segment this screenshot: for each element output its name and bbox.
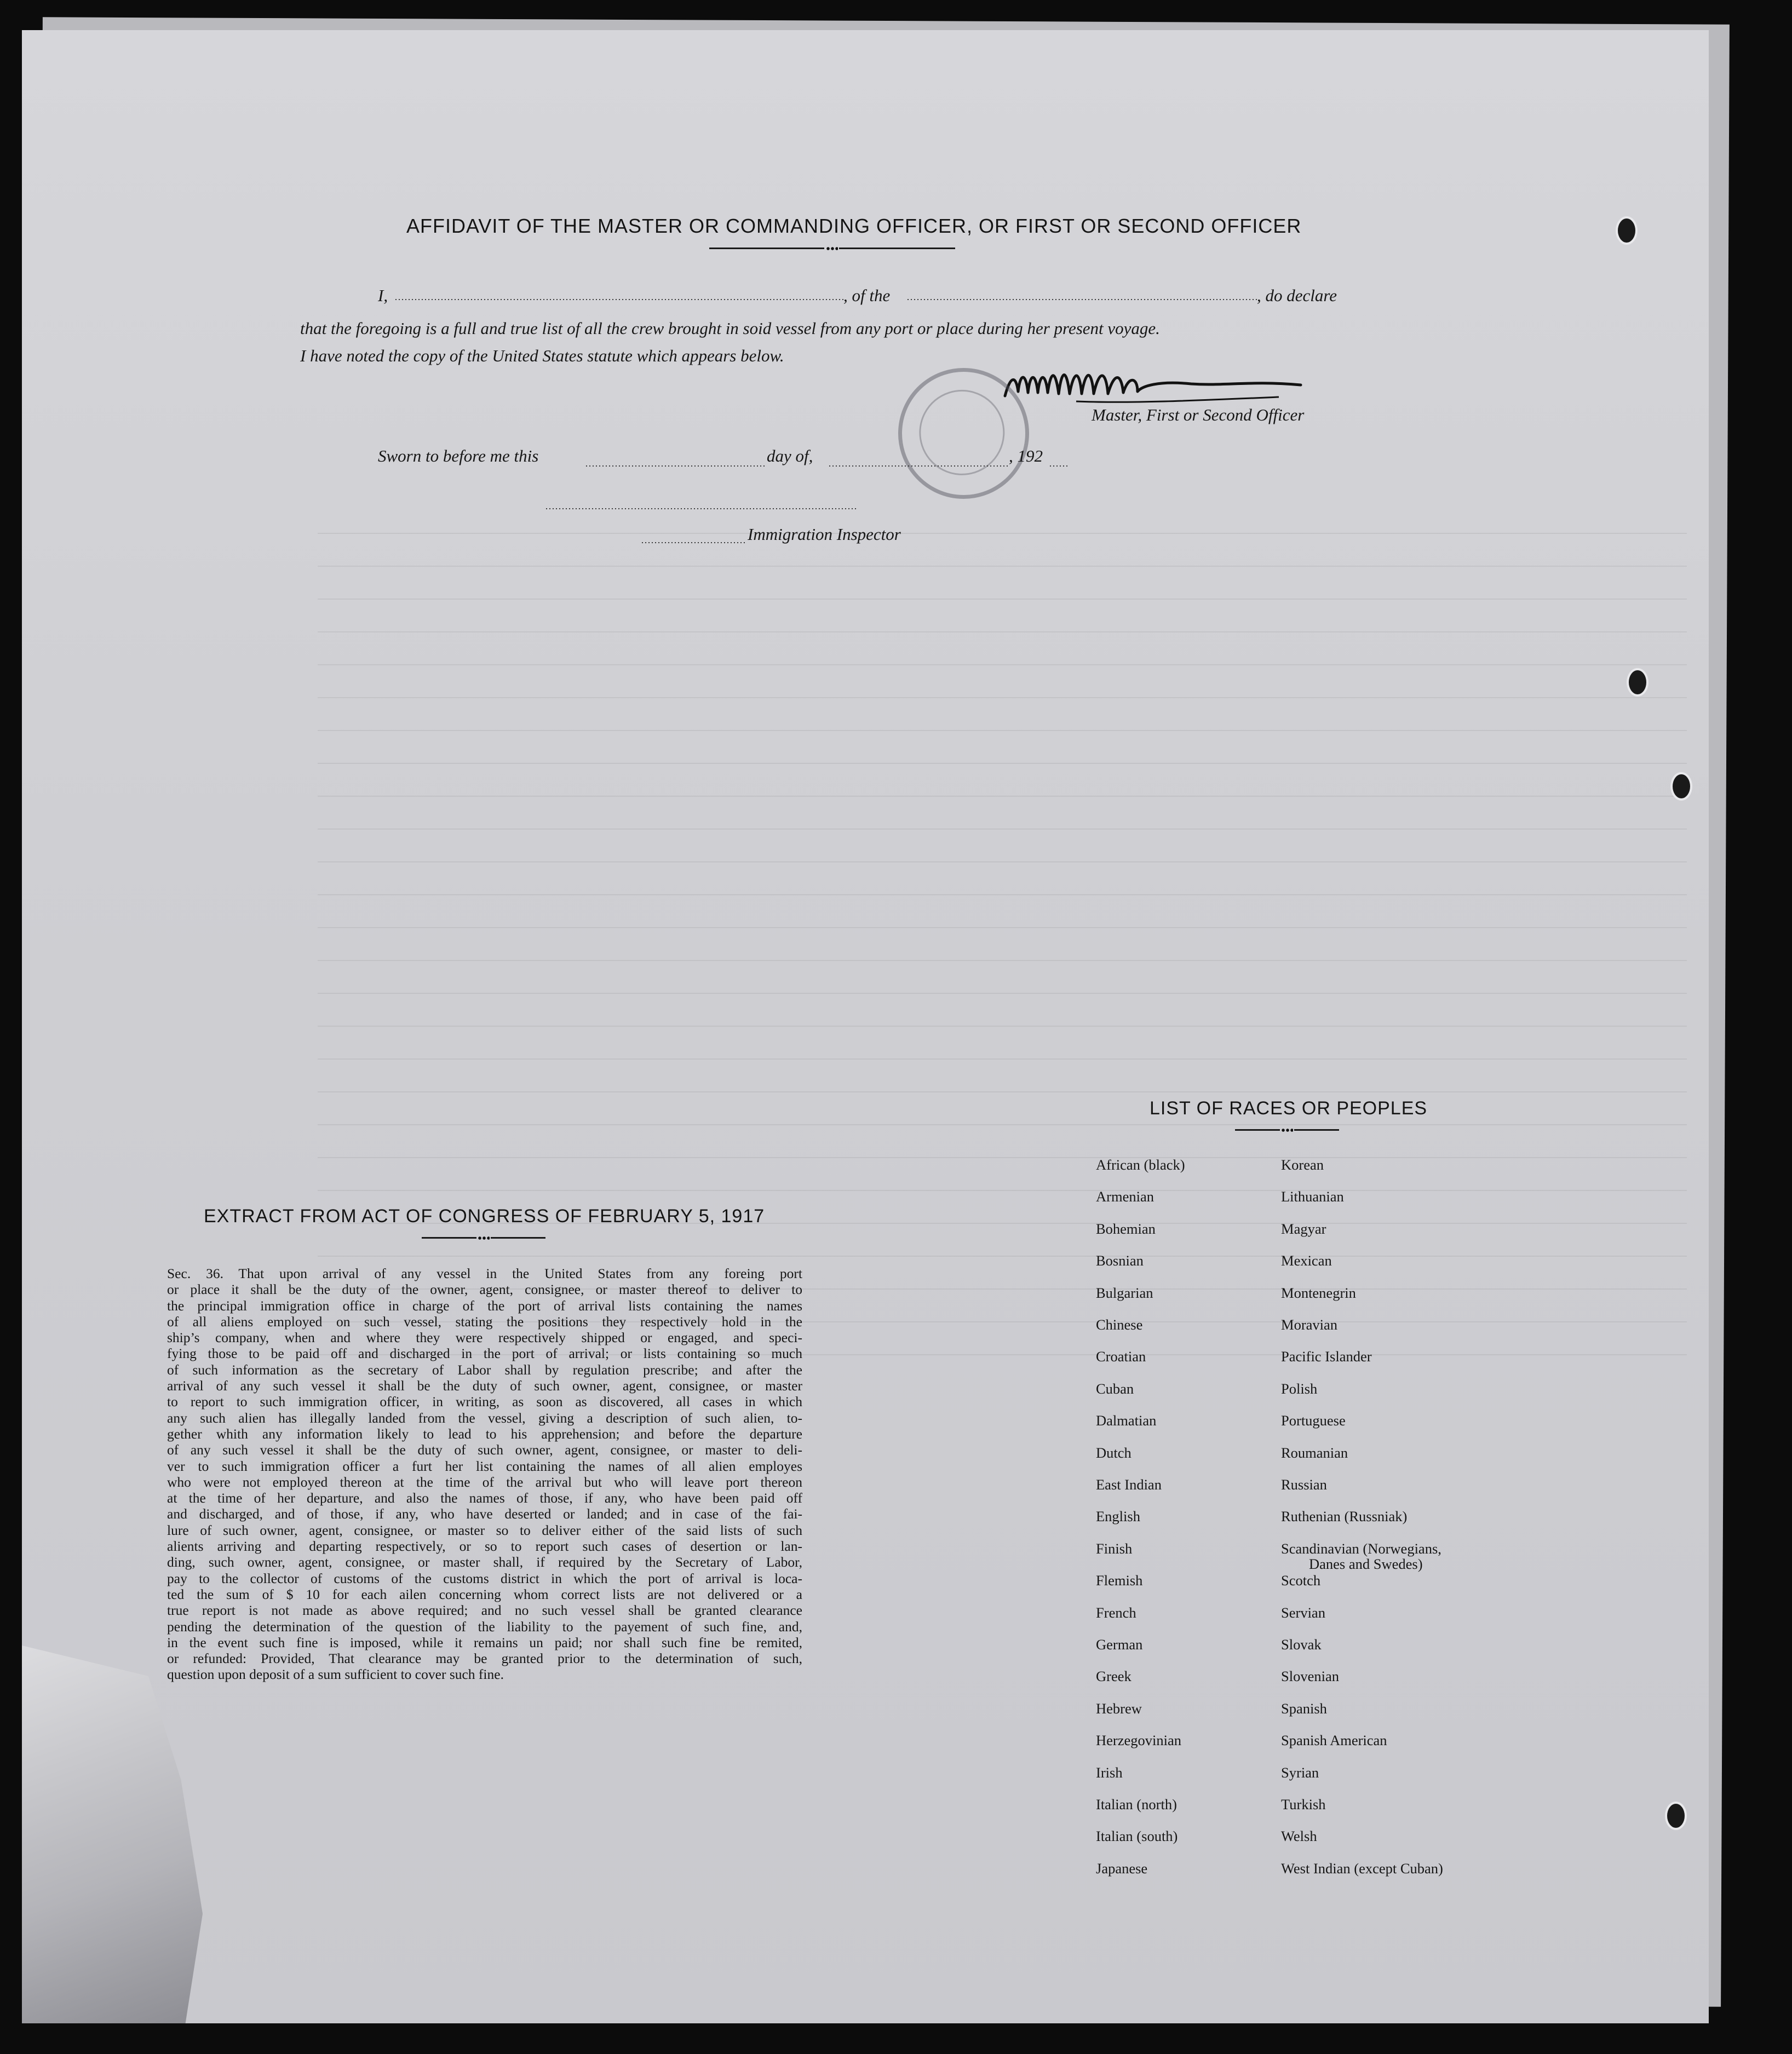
heading-rule [491,1237,545,1239]
punch-hole [1616,216,1638,245]
affidavit-statute-note: I have noted the copy of the United States statute which appears below. [300,346,784,365]
affidavit-statement: that the foregoing is a full and true list of all the crew brought in soid vessel from any port or place during her present voyage. [300,319,1160,338]
torn-corner [22,1645,203,2023]
inspector-prefix-blank [641,542,745,543]
race-item: Mexican [1281,1252,1332,1269]
sworn-month-blank [828,465,1009,467]
section-line: pending the determination of the question of the liability to the payement of such fine, and, [167,1618,802,1635]
sworn-day-of: day of, [767,446,813,465]
section-line: and discharged, and of those, if any, who have deserted or landed; and in case of the fai- [167,1506,802,1522]
punch-hole [1670,772,1692,801]
race-item: Moravian [1281,1316,1338,1333]
heading-ornament [478,1236,490,1240]
race-item: Scandinavian (Norwegians, [1281,1540,1441,1557]
race-item: Portuguese [1281,1412,1346,1429]
seal-inner-ring [908,379,1016,487]
punch-hole [1665,1802,1687,1830]
heading-rule [422,1237,476,1239]
section-line: ding, such owner, agent, consignee, or master shall, if required by the Secretary of Labor, [167,1554,802,1570]
affidavit-heading: AFFIDAVIT OF THE MASTER OR COMMANDING OFFICER, OR FIRST OR SECOND OFFICER [406,215,1302,237]
section-line: who were not employed thereon at the time of the arrival but who will leave port thereon [167,1474,802,1490]
section-line: fying those to be paid off and discharged in the port of arrival; or lists containing so much [167,1345,802,1362]
heading-rule [709,248,824,249]
section-line: alients arriving and departing respectively, or so to report such cases of desertion or lan- [167,1538,802,1555]
section-line: at the time of her departure, and also the names of those, if any, who have been paid off [167,1490,802,1506]
section-line: lure of such owner, agent, consignee, or master so to deliver either of the said lists of such [167,1522,802,1538]
race-item: Pacific Islander [1281,1348,1372,1365]
section-line: true report is not made as above required; and no such vessel shall be granted clearance [167,1602,802,1619]
heading-ornament [826,247,838,250]
race-item: Slovenian [1281,1668,1339,1685]
sworn-prefix: Sworn to before me this [378,446,539,465]
sworn-year: , 192 [1009,446,1043,465]
inspector-caption: Immigration Inspector [748,525,901,544]
inspector-signature-blank [545,508,857,509]
race-item: German [1096,1636,1143,1653]
affidavit-of-the: , of the [843,286,891,305]
section-line: or refunded: Provided, That clearance may be granted prior to the determination of such, [167,1650,802,1667]
race-item: Hebrew [1096,1700,1142,1717]
race-item: Flemish [1096,1572,1143,1589]
race-item: Italian (north) [1096,1796,1177,1813]
race-item: Korean [1281,1157,1324,1173]
race-item: Bohemian [1096,1220,1156,1237]
punch-hole [1627,668,1649,697]
race-item: Syrian [1281,1764,1319,1781]
extract-heading: EXTRACT FROM ACT OF CONGRESS OF FEBRUARY 5, 1917 [204,1206,765,1227]
section-line: ted the sum of $ 10 for each ailen concerning whom correct lists are not delivered or a [167,1586,802,1602]
race-item: Spanish American [1281,1732,1387,1749]
section-line: in the event such fine is imposed, while it remains un paid; nor shall such fine be remited, [167,1634,802,1650]
sworn-day-blank [585,465,767,467]
section-line: any such alien has illegally landed from the vessel, giving a description of such alien, to- [167,1409,802,1426]
heading-ornament [1281,1129,1293,1132]
heading-rule [1235,1129,1280,1131]
section-line: of such information as the secretary of Labor shall by regulation prescribe; and after the [167,1361,802,1378]
race-item: Turkish [1281,1796,1326,1813]
race-item: Dalmatian [1096,1412,1157,1429]
race-item: Cuban [1096,1380,1134,1397]
race-item: Bulgarian [1096,1284,1153,1301]
section-line: ship’s company, when and where they were respectively shipped or engaged, and speci- [167,1330,802,1346]
section-line: pay to the collector of customs of the customs district in which the port of arrival is loca- [167,1570,802,1586]
race-item: Ruthenian (Russniak) [1281,1508,1408,1525]
race-item: West Indian (except Cuban) [1281,1860,1443,1877]
race-item: Croatian [1096,1348,1146,1365]
race-item: Italian (south) [1096,1828,1178,1845]
race-item: Magyar [1281,1220,1326,1237]
section-line: or place it shall be the duty of the owner, agent, consignee, or master thereof to deliver to [167,1281,802,1298]
race-item: Greek [1096,1668,1132,1685]
name-blank [394,299,843,300]
race-item: Servian [1281,1604,1325,1621]
race-item: Danes and Swedes) [1309,1555,1423,1572]
race-item: Slovak [1281,1636,1322,1653]
vessel-blank [906,299,1257,300]
heading-rule [1294,1129,1339,1131]
section-36-text [167,1265,802,1683]
race-item: French [1096,1604,1136,1621]
race-item: Lithuanian [1281,1188,1344,1205]
bleed-through-lines [318,501,1687,1377]
race-item: Montenegrin [1281,1284,1356,1301]
race-item: Herzegovinian [1096,1732,1181,1749]
section-line: ver to such immigration officer a furt her list containing the names of all alien employes [167,1458,802,1474]
race-item: Russian [1281,1476,1327,1493]
affidavit-declare: , do declare [1257,286,1337,305]
race-item: East Indian [1096,1476,1162,1493]
signature-caption: Master, First or Second Officer [1092,405,1305,424]
race-item: Welsh [1281,1828,1317,1845]
race-item: Chinese [1096,1316,1143,1333]
section-line: to report to such immigration officer, in writing, as soon as discovered, all cases in which [167,1394,802,1410]
affidavit-i: I, [378,286,388,305]
race-item: Dutch [1096,1444,1132,1461]
section-line: the principal immigration office in charge of the port of arrival lists containing the names [167,1297,802,1314]
master-signature [994,353,1334,413]
race-item: Japanese [1096,1860,1148,1877]
race-item: African (black) [1096,1157,1185,1173]
section-line: of all aliens employed on such vessel, stating the positions they respectively hold in the [167,1313,802,1330]
race-item: Scotch [1281,1572,1321,1589]
section-line: gether whith any information likely to lead to his apprehension; and before the departure [167,1425,802,1442]
race-item: Roumanian [1281,1444,1348,1461]
race-item: Bosnian [1096,1252,1144,1269]
section-line: arrival of any such vessel it shall be the duty of such owner, agent, consignee, or master [167,1378,802,1394]
race-item: Armenian [1096,1188,1154,1205]
race-item: Spanish [1281,1700,1327,1717]
race-item: English [1096,1508,1140,1525]
sworn-year-blank [1049,465,1068,467]
section-line: question upon deposit of a sum sufficient to cover such fine. [167,1666,504,1683]
heading-rule [839,248,955,249]
race-item: Polish [1281,1380,1318,1397]
race-item: Finish [1096,1540,1133,1557]
section-line: of any such vessel it shall be the duty of such owner, agent, consignee, or master to deli- [167,1442,802,1458]
races-heading: LIST OF RACES OR PEOPLES [1150,1098,1428,1119]
section-line: Sec. 36. That upon arrival of any vessel in the United States from any foreing port [167,1265,802,1281]
race-item: Irish [1096,1764,1123,1781]
